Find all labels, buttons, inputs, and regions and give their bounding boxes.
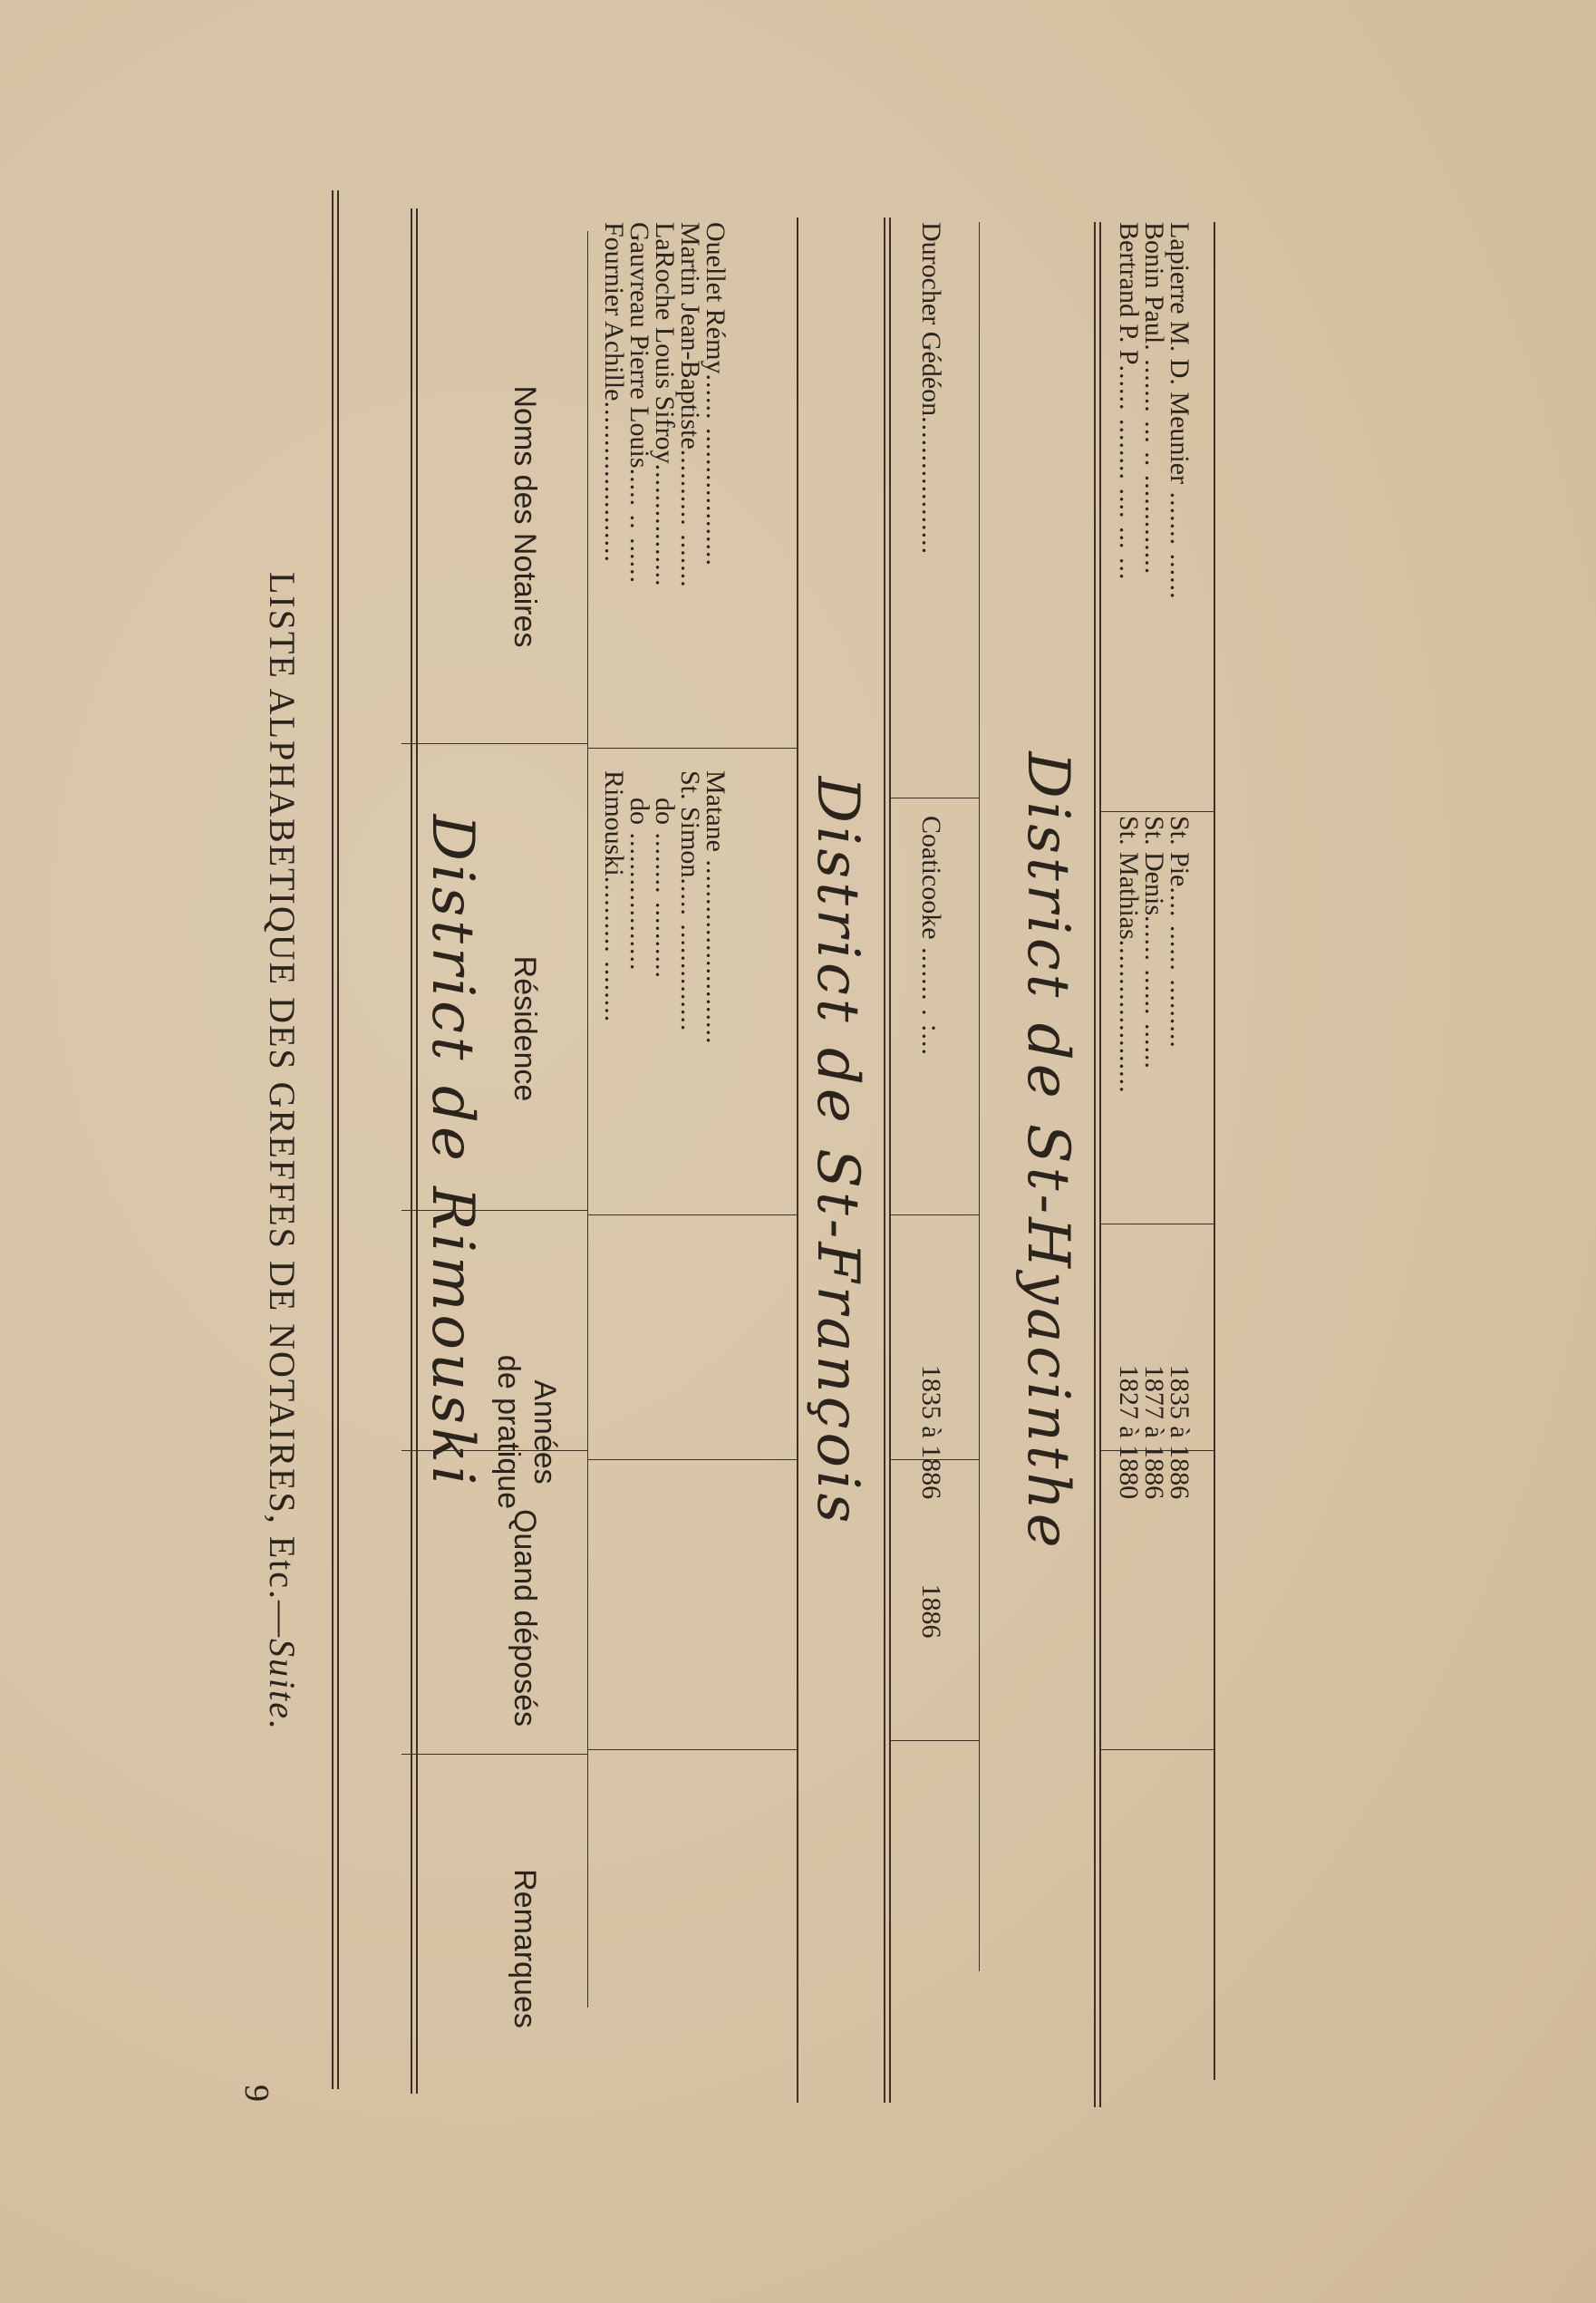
page-number: 9: [237, 2085, 276, 2102]
notaire-name: Gauvreau Pierre Louis: [624, 222, 654, 469]
page-title: [261, 0, 304, 2303]
table-row: Ouellet Rémy...... ..................: [701, 222, 730, 566]
district-heading-st-hyacinthe: District de St-Hyacinthe: [1014, 751, 1081, 1552]
residence-cell: St. Denis...... ...... ......: [1139, 816, 1169, 1070]
notaire-name: Durocher Gédéon: [916, 222, 946, 417]
district-rule-2: [889, 218, 891, 2103]
header-bottom-rule: [587, 231, 588, 2008]
residence-text: St. Mathias: [1114, 816, 1144, 940]
district-heading-st-francois: District de St-François: [804, 776, 871, 1527]
residence-text: St. Pie: [1165, 816, 1195, 887]
table-bottom-rule: [1214, 222, 1215, 2080]
column-header-noms: Noms des Notaires: [508, 385, 542, 648]
row-sep-4: [889, 1740, 980, 1741]
page-title-main: LISTE ALPHABETIQUE DES GREFFES DE NOTAIRES, Etc.—: [262, 572, 303, 1640]
column-header-quand: Quand déposés: [508, 1508, 542, 1727]
table-row: Lapierre M. D. Meunier ....... ......: [1165, 222, 1195, 600]
column-header-residence: Résidence: [508, 955, 542, 1102]
district-bottom-rule: [797, 218, 798, 2103]
table-row: Gauvreau Pierre Louis..... .. ......: [624, 222, 654, 585]
residence-cell: Coaticooke ....... . :...: [916, 816, 946, 1056]
notaire-name: Bertrand P. P: [1114, 222, 1144, 365]
notaire-name: Ouellet Rémy: [701, 222, 730, 374]
table-row: Fournier Achille.....................: [599, 222, 629, 563]
notaire-name: Martin Jean-Baptiste: [675, 222, 705, 450]
notaire-name: Bonin Paul: [1139, 222, 1169, 344]
district-bottom-rule: [979, 222, 980, 1971]
annees-cell: 1877 à 1886: [1139, 1364, 1169, 1500]
notaire-name: LaRoche Louis Sifroy: [650, 222, 680, 464]
notaire-name: Fournier Achille: [599, 222, 629, 402]
column-header-annees-line1: Années: [527, 1379, 562, 1485]
residence-cell: do ........ ..........: [650, 798, 680, 979]
notaire-name: Lapierre M. D. Meunier: [1165, 222, 1195, 485]
residence-text: St. Denis: [1139, 816, 1169, 916]
annees-cell: 1827 à 1880: [1114, 1364, 1144, 1500]
row-sep-3: [588, 1459, 797, 1460]
row-sep-4: [588, 1749, 797, 1750]
table-row: Durocher Gédéon..................: [916, 222, 946, 556]
residence-text: do: [650, 798, 680, 825]
col-sep-2: [401, 1210, 588, 1211]
row-sep-4: [1099, 1749, 1215, 1750]
col-sep-1: [401, 743, 588, 744]
residence-text: Coaticooke: [916, 816, 946, 940]
residence-cell: St. Simon..... ..............: [675, 770, 705, 1032]
top-rule-1: [332, 190, 334, 2089]
residence-text: Matane: [701, 770, 730, 852]
table-row: Bertrand P. P...... ........ .... ... ...: [1114, 222, 1144, 581]
annees-cell: 1835 à 1886: [916, 1364, 946, 1500]
residence-text: St. Simon: [675, 770, 705, 878]
col-sep-3: [401, 1450, 588, 1451]
table-row: Bonin Paul. ....... ... .. .............: [1139, 222, 1169, 576]
residence-cell: do ..................: [624, 798, 654, 972]
district-rule-1: [1094, 222, 1096, 2107]
page-title-suite: Suite.: [262, 1639, 303, 1731]
residence-cell: Rimouski.......... ........: [599, 770, 629, 1023]
district-heading-rimouski: District de Rimouski: [419, 814, 486, 1489]
district-rule-1: [884, 218, 885, 2103]
residence-cell: St. Pie.... ...... .........: [1165, 816, 1195, 1049]
col-sep-4: [401, 1754, 588, 1755]
quand-cell: 1886: [916, 1583, 946, 1639]
residence-text: do: [624, 798, 654, 825]
annees-cell: 1835 à 1886: [1165, 1364, 1195, 1500]
header-rule-2: [416, 208, 418, 2094]
residence-cell: Matane ........................: [701, 770, 730, 1045]
residence-cell: St. Mathias....................: [1114, 816, 1144, 1094]
table-row: LaRoche Louis Sifroy................: [650, 222, 680, 587]
column-header-annees-line2: de pratique: [491, 1354, 526, 1510]
table-row: Martin Jean-Baptiste.......... .......: [675, 222, 705, 588]
residence-text: Rimouski: [599, 770, 629, 876]
district-rule-2: [1099, 222, 1101, 2107]
header-rule-1: [411, 208, 412, 2094]
column-header-remarques: Remarques: [508, 1869, 542, 2028]
top-rule-2: [337, 190, 339, 2089]
